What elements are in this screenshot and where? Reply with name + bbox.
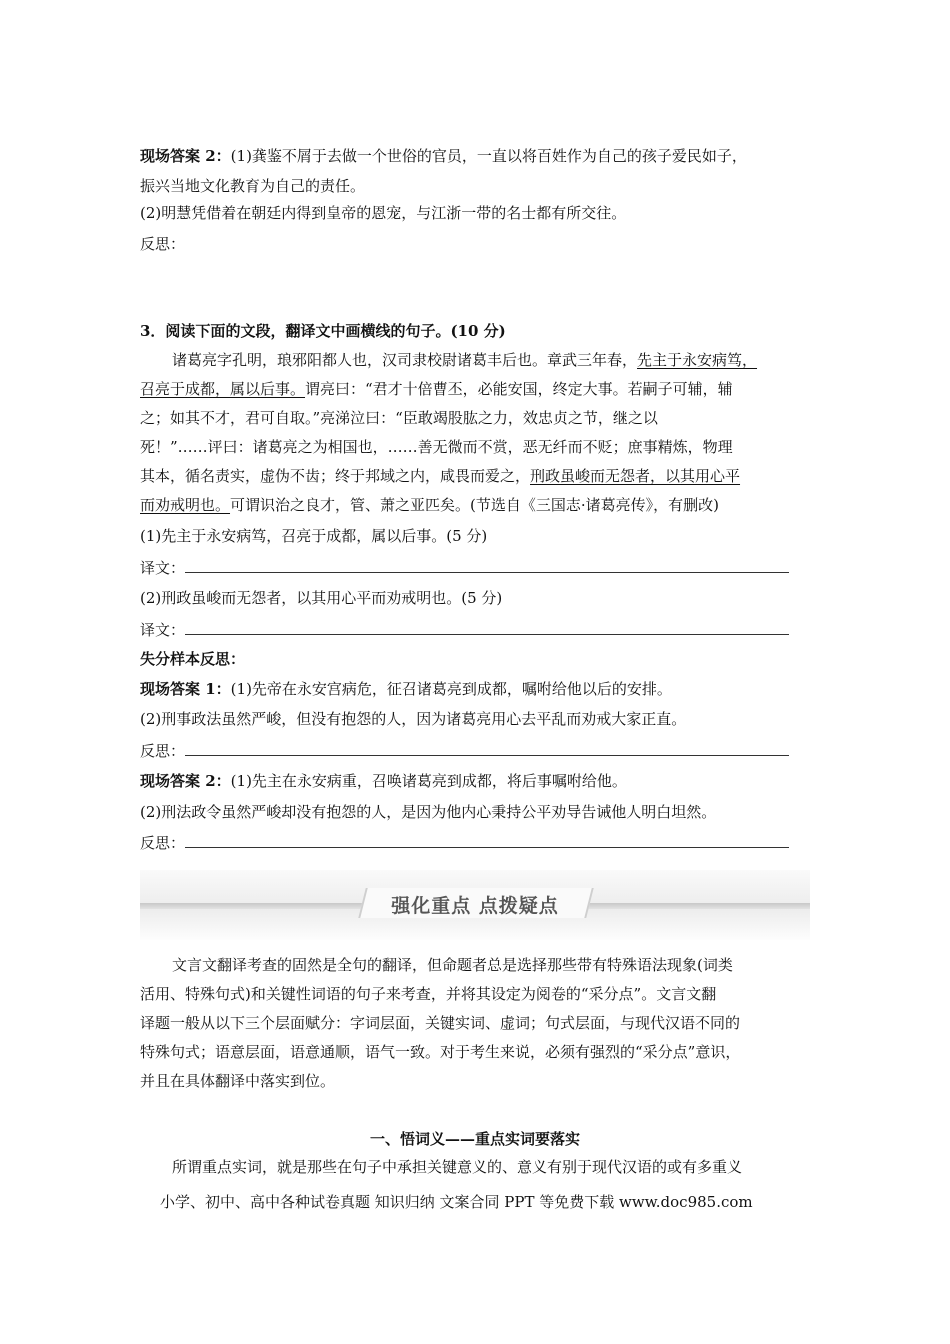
question3-heading: 3．阅读下面的文段，翻译文中画横线的句子。(10 分) <box>140 322 506 340</box>
passage-line4: 死！”……评曰：诸葛亮之为相国也，……善无微而不赏，恶无纤而不贬；庶事精炼，物理 <box>140 438 733 456</box>
reflection-label: 反思： <box>140 742 186 760</box>
answer2-line1 <box>140 146 747 166</box>
sample-answer1-line2: (2)刑事政法虽然严峻，但没有抱怨的人，因为诸葛亮用心去平乱而劝戒大家正直。 <box>140 710 687 728</box>
translation-label: 译文： <box>140 559 186 577</box>
intro-line2: 活用、特殊句式)和关键性词语的句子来考查，并将其设定为阅卷的“采分点”。文言文翻 <box>140 985 717 1003</box>
intro-line1: 文言文翻译考查的固然是全句的翻译，但命题者总是选择那些带有特殊语法现象(词类 <box>172 956 733 974</box>
passage-line6 <box>140 495 719 515</box>
answer-text: (1)龚鉴不屑于去做一个世俗的官员，一直以将百姓作为自己的孩子爱民如子， <box>230 147 747 165</box>
answer2-line2: 振兴当地文化教育为自己的责任。 <box>140 177 366 195</box>
translation2-row <box>140 619 789 640</box>
reflection1-row <box>140 740 789 761</box>
sentence2-prompt: (2)刑政虽峻而无怨者，以其用心平而劝戒明也。(5 分) <box>140 589 503 607</box>
passage-text: 其本，循名责实，虚伪不齿；终于邦域之内，咸畏而爱之， <box>140 467 531 485</box>
passage-line3: 之；如其不才，君可自取。”亮涕泣曰：“臣敢竭股肱之力，效忠贞之节，继之以 <box>140 409 658 427</box>
passage-line2 <box>140 379 733 399</box>
banner-title: 强化重点 点拨疑点 <box>391 895 559 917</box>
sentence1-prompt: (1)先主于永安病笃，召亮于成都，属以后事。(5 分) <box>140 527 488 545</box>
intro-line3: 译题一般从以下三个层面赋分：字词层面，关键实词、虚词；句式层面，与现代汉语不同的 <box>140 1014 741 1032</box>
translation-label: 译文： <box>140 621 186 639</box>
reflection1-blank[interactable] <box>185 740 789 756</box>
sample-heading: 失分样本反思： <box>140 650 246 668</box>
intro-line4: 特殊句式；语意层面，语意通顺，语气一致。对于考生来说，必须有强烈的“采分点”意识， <box>140 1043 741 1061</box>
sample-answer2-line1 <box>140 771 627 791</box>
section-banner <box>140 870 810 940</box>
underlined-sentence: 刑政虽峻而无怨者，以其用心平 <box>530 467 741 485</box>
passage-text: 可谓识治之良才，管、萧之亚匹矣。(节选自《三国志·诸葛亮传》，有删改) <box>230 496 719 514</box>
passage-line5 <box>140 466 740 486</box>
answer-label: 现场答案 2： <box>140 772 231 790</box>
answer-text: (1)先帝在永安宫病危，征召诸葛亮到成都，嘱咐给他以后的安排。 <box>230 680 672 698</box>
underlined-sentence: 召亮于成都，属以后事。 <box>140 380 306 398</box>
underlined-sentence: 而劝戒明也。 <box>140 496 231 514</box>
answer2-line3: (2)明慧凭借着在朝廷内得到皇帝的恩宠，与江浙一带的名士都有所交往。 <box>140 204 627 222</box>
answer-text: (1)先主在永安病重，召唤诸葛亮到成都，将后事嘱咐给他。 <box>230 772 627 790</box>
reflection-label: 反思： <box>140 235 186 253</box>
reflection-label: 反思： <box>140 834 186 852</box>
reflection2-blank[interactable] <box>185 832 789 848</box>
passage-text: 谓亮曰：“君才十倍曹丕，必能安国，终定大事。若嗣子可辅，辅 <box>305 380 733 398</box>
reflection2-row <box>140 832 789 853</box>
answer-label: 现场答案 1： <box>140 680 231 698</box>
translation2-blank[interactable] <box>185 619 789 635</box>
passage-text: 诸葛亮字孔明，琅邪阳都人也，汉司隶校尉诸葛丰后也。章武三年春， <box>172 351 638 369</box>
section1-line: 所谓重点实词，就是那些在句子中承担关键意义的、意义有别于现代汉语的或有多重义 <box>172 1158 743 1176</box>
intro-line5: 并且在具体翻译中落实到位。 <box>140 1072 336 1090</box>
section1-title: 一、悟词义——重点实词要落实 <box>369 1130 580 1148</box>
answer-label: 现场答案 2： <box>140 147 231 165</box>
translation1-blank[interactable] <box>185 557 789 573</box>
passage-line1 <box>172 350 757 370</box>
sample-answer2-line2: (2)刑法政令虽然严峻却没有抱怨的人，是因为他内心秉持公平劝导告诫他人明白坦然。 <box>140 803 717 821</box>
underlined-sentence: 先主于永安病笃， <box>637 351 758 369</box>
translation1-row <box>140 557 789 578</box>
footer-text: 小学、初中、高中各种试卷真题 知识归纳 文案合同 PPT 等免费下载 www.doc985.com <box>160 1193 753 1211</box>
sample-answer1-line1 <box>140 679 672 699</box>
